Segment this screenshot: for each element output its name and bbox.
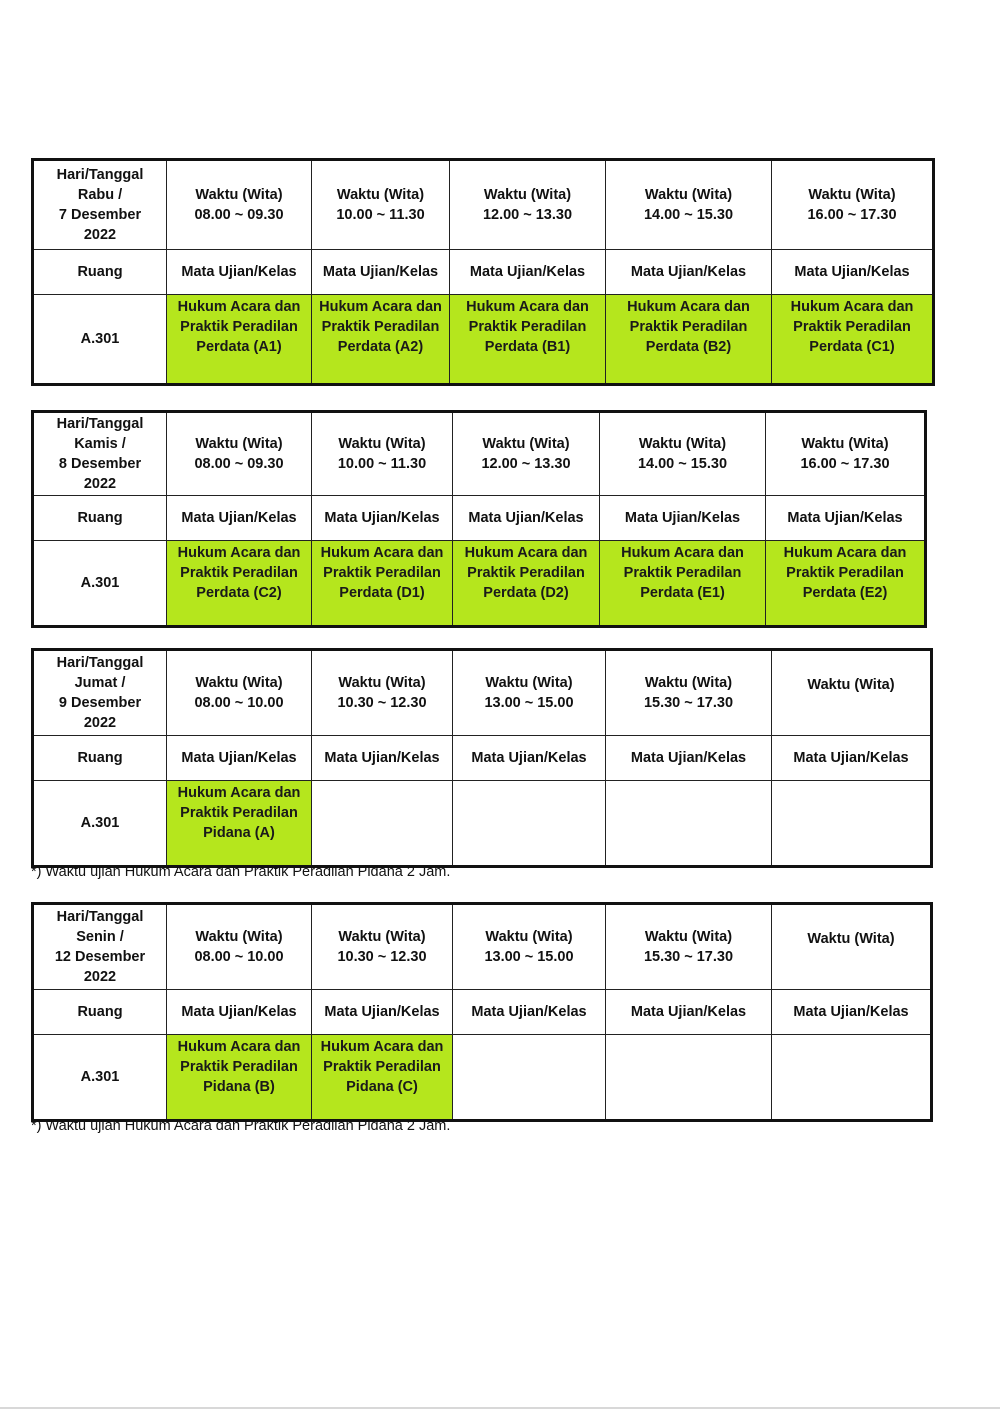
time-slot-cell [167,904,312,990]
subject-class-label: Mata Ujian/Kelas [167,736,312,781]
text-line: 14.00 ~ 15.30 [643,207,734,223]
schedule-table [31,902,933,1122]
text-line: Hukum Acara dan [320,545,444,561]
time-slot-cell [450,160,606,250]
text-line: Senin / [76,929,124,945]
subject-class-label: Mata Ujian/Kelas [312,496,453,541]
text-line: Perdata (C2) [196,585,282,601]
text-line: 08.00 ~ 09.30 [194,456,284,472]
text-line: Praktik Peradilan [786,565,904,581]
empty-exam-cell [772,1035,932,1121]
exam-row [33,781,932,867]
text-line: 16.00 ~ 17.30 [800,456,890,472]
text-line: Hukum Acara dan [466,299,589,315]
text-line: 7 Desember [58,207,142,223]
text-line: 2022 [83,476,117,492]
empty-exam-cell [312,781,453,867]
room-cell: A.301 [33,1035,167,1121]
text-line: Waktu (Wita) [644,187,733,203]
text-line: Perdata (D1) [339,585,425,601]
time-slot-cell [766,412,926,496]
text-line: 2022 [83,969,117,985]
time-slot-cell [312,160,450,250]
text-line: Hukum Acara dan [177,299,301,315]
text-line: Praktik Peradilan [623,565,742,581]
exam-cell [312,541,453,627]
footnote: *) Waktu ujian Hukum Acara dan Praktik Peradilan Pidana 2 Jam. [31,1118,451,1134]
subject-class-label: Mata Ujian/Kelas [312,250,450,295]
header-row [33,904,932,990]
text-line: 12.00 ~ 13.30 [482,207,573,223]
time-slot-cell [312,904,453,990]
text-line: Hukum Acara dan [320,1039,444,1055]
text-line: Waktu (Wita) [485,929,573,945]
text-line: 2022 [83,227,117,243]
header-row [33,412,926,496]
schedule-table [31,648,933,868]
text-line: 14.00 ~ 15.30 [637,456,728,472]
text-line: Hari/Tanggal [56,655,144,671]
text-line: Waktu (Wita) [195,675,283,691]
text-line: Waktu (Wita) [483,187,572,203]
label-row [33,736,932,781]
exam-cell [167,781,312,867]
time-slot-cell [453,412,600,496]
exam-row [33,1035,932,1121]
text-line: 10.00 ~ 11.30 [337,456,427,472]
time-slot-cell [606,160,772,250]
subject-class-label: Mata Ujian/Kelas [606,250,772,295]
text-line: Pidana (C) [346,1079,418,1095]
text-line: Hukum Acara dan [790,299,914,315]
header-row [33,160,934,250]
text-line: 15.30 ~ 17.30 [643,949,734,965]
text-line: 13.00 ~ 15.00 [484,695,574,711]
text-line: Hari/Tanggal [56,167,144,183]
empty-exam-cell [772,781,932,867]
time-slot-cell [167,160,312,250]
text-line: 8 Desember [58,456,142,472]
text-line: Praktik Peradilan [180,319,298,335]
text-line: Perdata (A2) [337,339,424,355]
text-line: Waktu (Wita) [195,929,283,945]
time-slot-cell [453,904,606,990]
subject-class-label: Mata Ujian/Kelas [312,736,453,781]
text-line: Hukum Acara dan [621,545,744,561]
subject-class-label: Mata Ujian/Kelas [450,250,606,295]
text-line: Waktu (Wita) [195,187,283,203]
text-line: Perdata (A1) [196,339,282,355]
text-line: Waktu (Wita) [338,675,426,691]
text-line: Perdata (B2) [645,339,732,355]
text-line: 08.00 ~ 10.00 [194,949,284,965]
time-slot-cell [772,160,934,250]
text-line: Perdata (B1) [484,339,571,355]
subject-class-label: Mata Ujian/Kelas [772,736,932,781]
text-line: Perdata (C1) [809,339,895,355]
text-line: Hukum Acara dan [177,545,301,561]
text-line: 16.00 ~ 17.30 [807,207,897,223]
exam-cell [766,541,926,627]
text-line: Hukum Acara dan [627,299,750,315]
text-line: Waktu (Wita) [644,675,733,691]
subject-class-label: Mata Ujian/Kelas [453,736,606,781]
text-line: Waktu (Wita) [807,931,895,947]
text-line: 15.30 ~ 17.30 [643,695,734,711]
subject-class-label: Mata Ujian/Kelas [167,990,312,1035]
subject-class-label: Mata Ujian/Kelas [766,496,926,541]
label-row [33,496,926,541]
time-slot-cell [606,650,772,736]
text-line: Hukum Acara dan [783,545,907,561]
text-line: Praktik Peradilan [323,565,441,581]
text-line: 08.00 ~ 09.30 [194,207,284,223]
text-line: Waktu (Wita) [638,436,727,452]
text-line: Waktu (Wita) [336,187,425,203]
time-slot-cell [772,650,932,736]
page-bottom-rule [0,1407,1000,1409]
text-line: Praktik Peradilan [629,319,748,335]
text-line: Waktu (Wita) [807,677,895,693]
text-line: Praktik Peradilan [467,565,585,581]
room-label: Ruang [33,990,167,1035]
label-row [33,990,932,1035]
exam-cell [450,295,606,385]
text-line: Hari/Tanggal [56,909,144,925]
text-line: Waktu (Wita) [195,436,283,452]
text-line: Waktu (Wita) [482,436,570,452]
text-line: 12 Desember [54,949,146,965]
text-line: 2022 [83,715,117,731]
empty-exam-cell [606,781,772,867]
text-line: 10.30 ~ 12.30 [337,695,427,711]
text-line: Praktik Peradilan [180,565,298,581]
text-line: Hari/Tanggal [56,416,144,432]
room-label: Ruang [33,250,167,295]
text-line: 13.00 ~ 15.00 [484,949,574,965]
time-slot-cell [312,650,453,736]
exam-cell [167,1035,312,1121]
exam-cell [167,295,312,385]
exam-cell [453,541,600,627]
subject-class-label: Mata Ujian/Kelas [453,990,606,1035]
exam-row [33,541,926,627]
text-line: Jumat / [74,675,126,691]
text-line: Waktu (Wita) [644,929,733,945]
time-slot-cell [453,650,606,736]
room-label: Ruang [33,736,167,781]
subject-class-label: Mata Ujian/Kelas [772,990,932,1035]
label-row [33,250,934,295]
text-line: Praktik Peradilan [321,319,440,335]
time-slot-cell [312,412,453,496]
text-line: Praktik Peradilan [793,319,911,335]
subject-class-label: Mata Ujian/Kelas [167,250,312,295]
text-line: Hukum Acara dan [464,545,588,561]
text-line: 10.30 ~ 12.30 [337,949,427,965]
text-line: Waktu (Wita) [338,436,426,452]
text-line: Waktu (Wita) [338,929,426,945]
day-date-cell [33,904,167,990]
time-slot-cell [167,650,312,736]
text-line: 10.00 ~ 11.30 [336,207,425,223]
subject-class-label: Mata Ujian/Kelas [606,736,772,781]
text-line: Praktik Peradilan [323,1059,441,1075]
time-slot-cell [772,904,932,990]
empty-exam-cell [606,1035,772,1121]
room-cell: A.301 [33,781,167,867]
text-line: Praktik Peradilan [180,805,298,821]
subject-class-label: Mata Ujian/Kelas [772,250,934,295]
exam-cell [600,541,766,627]
text-line: Hukum Acara dan [177,1039,301,1055]
exam-cell [312,295,450,385]
text-line: Praktik Peradilan [468,319,587,335]
room-label: Ruang [33,496,167,541]
text-line: Pidana (A) [203,825,275,841]
text-line: Hukum Acara dan [319,299,442,315]
schedule-table [31,158,935,386]
text-line: 9 Desember [58,695,142,711]
time-slot-cell [167,412,312,496]
time-slot-cell [600,412,766,496]
text-line: Waktu (Wita) [808,187,896,203]
day-date-cell [33,412,167,496]
text-line: 08.00 ~ 10.00 [194,695,284,711]
header-row [33,650,932,736]
text-line: Praktik Peradilan [180,1059,298,1075]
exam-row [33,295,934,385]
exam-cell [167,541,312,627]
exam-cell [606,295,772,385]
subject-class-label: Mata Ujian/Kelas [312,990,453,1035]
empty-exam-cell [453,1035,606,1121]
time-slot-cell [606,904,772,990]
text-line: 12.00 ~ 13.30 [481,456,571,472]
text-line: Perdata (E1) [640,585,725,601]
text-line: Perdata (D2) [483,585,569,601]
empty-exam-cell [453,781,606,867]
exam-cell [312,1035,453,1121]
text-line: Kamis / [74,436,126,452]
day-date-cell [33,650,167,736]
text-line: Rabu / [77,187,123,203]
text-line: Pidana (B) [203,1079,275,1095]
room-cell: A.301 [33,541,167,627]
subject-class-label: Mata Ujian/Kelas [606,990,772,1035]
text-line: Waktu (Wita) [485,675,573,691]
room-cell: A.301 [33,295,167,385]
subject-class-label: Mata Ujian/Kelas [453,496,600,541]
text-line: Waktu (Wita) [801,436,889,452]
subject-class-label: Mata Ujian/Kelas [167,496,312,541]
day-date-cell [33,160,167,250]
exam-cell [772,295,934,385]
text-line: Hukum Acara dan [177,785,301,801]
footnote: *) Waktu ujian Hukum Acara dan Praktik Peradilan Pidana 2 Jam. [31,864,451,880]
subject-class-label: Mata Ujian/Kelas [600,496,766,541]
schedule-table [31,410,927,628]
text-line: Perdata (E2) [802,585,888,601]
